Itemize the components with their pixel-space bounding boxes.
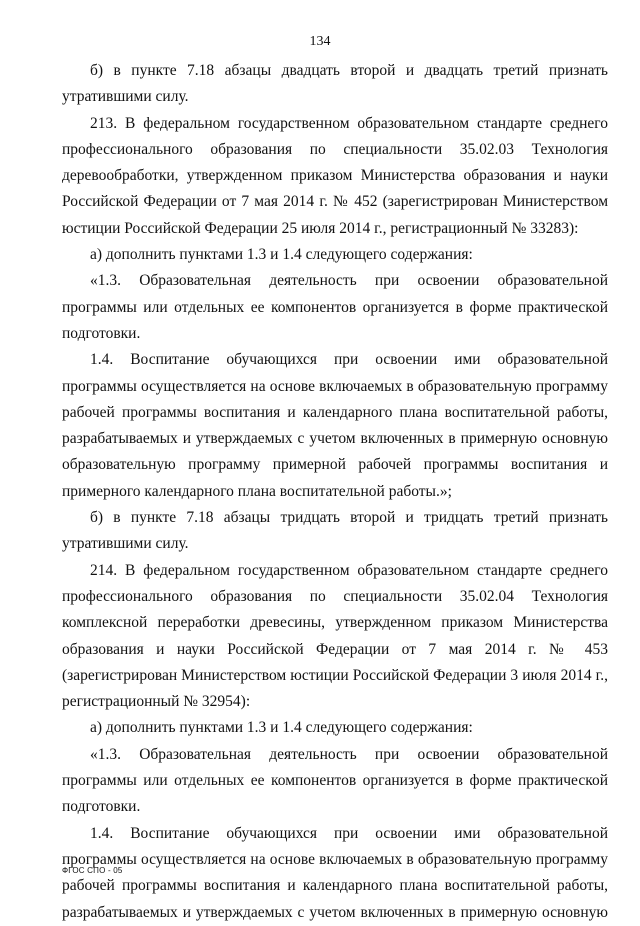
paragraph-214-clause-1-3: «1.3. Образовательная деятельность при освоении образовательной программы или отдельных ее компонентов организуется в форме практической подготовки. [62,745,608,816]
footer-code: ФГОС СПО - 05 [62,866,123,875]
paragraph-214-a: а) дополнить пунктами 1.3 и 1.4 следующего содержания: [90,719,473,737]
page-number: 134 [309,34,331,49]
paragraph-213-clause-1-3: «1.3. Образовательная деятельность при освоении образовательной программы или отдельных ее компонентов организуется в форме практической подготовки. [62,272,608,342]
paragraph-214-clause-1-4: 1.4. Воспитание обучающихся при освоении ими образовательной программы осуществляется на основе включаемых в образовательную программу рабочей программы воспитания и календарного плана воспитательной работы, разрабатываемых и утверждаемых с учетом включенных в примерную основную [62,824,608,921]
document-body [62,58,608,926]
paragraph-213: 213. В федеральном государственном образовательном стандарте среднего профессионального образования по специальности 35.02.03 Технология деревообработки, утвержденном приказом Министерства образования и науки Российской Федерации от 7 мая 2014 г. № 452 (зарегистрирован Министерством юстиции Российской Федерации 25 июля 2014 г., регистрационный № 33283): [62,114,608,237]
paragraph-213-a: а) дополнить пунктами 1.3 и 1.4 следующего содержания: [90,246,473,264]
paragraph-213-b-prev: б) в пункте 7.18 абзацы двадцать второй и двадцать третий признать утратившими силу. [62,62,608,106]
paragraph-213-b: б) в пункте 7.18 абзацы тридцать второй и тридцать третий признать утратившими силу. [62,509,608,553]
paragraph-214: 214. В федеральном государственном образовательном стандарте среднего профессионального образования по специальности 35.02.04 Технология комплексной переработки древесины, утвержденном приказом Министерства образования и науки Российской Федерации от 7 мая 2014 г. № 453 (зарегистрирован Министерством юстиции Российской Федерации 3 июля 2014 г., регистрационный № 32954): [62,561,608,711]
paragraph-213-clause-1-4: 1.4. Воспитание обучающихся при освоении ими образовательной программы осуществляется на основе включаемых в образовательную программу рабочей программы воспитания и календарного плана воспитательной работы, разрабатываемых и утверждаемых с учетом включенных в примерную основную образовательную программу примерной рабочей программы воспитания и примерного календарного плана воспитательной работы.»; [62,351,608,500]
